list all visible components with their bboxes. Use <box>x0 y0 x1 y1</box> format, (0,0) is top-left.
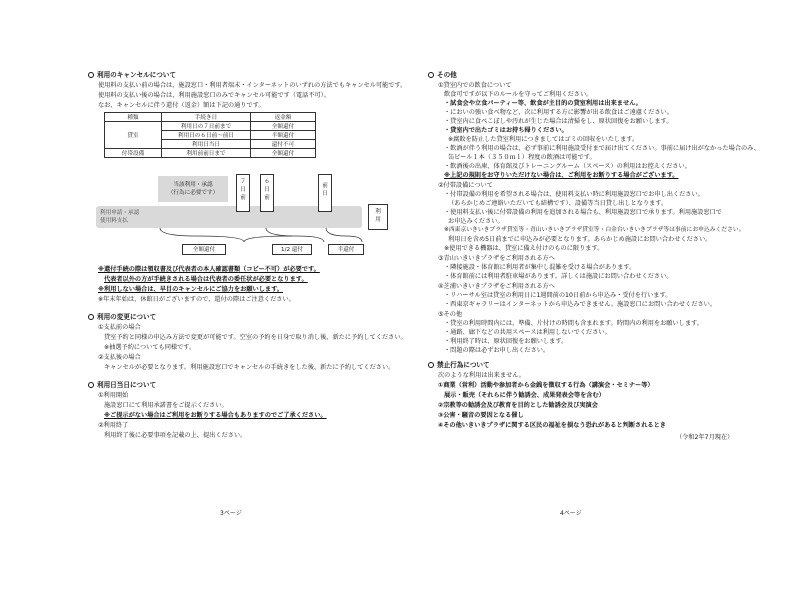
day-6-box: ６ 日 前 <box>260 174 274 212</box>
prohibited-line: 次のような利用は出来ません。 <box>438 372 525 379</box>
table-cell: 利用日の６日前～前日 <box>162 131 251 140</box>
table-header: 手続き日 <box>162 113 251 122</box>
table-header: 種類 <box>105 113 162 122</box>
table-row <box>105 122 316 131</box>
table-cell: 半額還付 <box>251 131 316 140</box>
table-cell: 付帯設備 <box>105 149 162 158</box>
table-row <box>105 149 316 158</box>
table-cell: 全額還付 <box>251 122 316 131</box>
other-line: ・飲酒が伴う利用の場合は、必ず事前に利用施設受付まで届け出てください。事前に届け出がなかった場合のみ、 <box>444 145 760 152</box>
page-number: 3ページ <box>220 510 242 517</box>
other-section-title: その他 <box>428 72 457 79</box>
half-refund-label: 1/2 還付 <box>272 244 312 255</box>
circle-bullet-icon <box>88 382 94 388</box>
other-line: 缶ビール１本（３５０ｍｌ）程度の飲酒は可能です。 <box>448 154 596 161</box>
prohibited-line: 展示・販売（それらに伴う勧誘会、成果発表会等を含む） <box>444 392 605 399</box>
usage-day-box: 利 用 <box>368 204 388 230</box>
refund-timeline-diagram <box>96 170 396 260</box>
other-line: ※上記の規則をお守りいただけない場合は、ご利用をお断りする場合がございます。 <box>444 172 679 179</box>
other-line: ③青山いきいきプラザをご利用される方へ <box>438 255 555 262</box>
other-line: ・リハーサル室は貸室の利用日に1週間前の10日前から申込み・受付を行います。 <box>444 292 672 299</box>
table-header: 返金額 <box>251 113 316 122</box>
prohibited-section-title: 禁止行為について <box>428 362 490 369</box>
usage-day-line-2: 施設窓口にて利用承諾書をご提示ください。 <box>104 402 228 409</box>
change-line-2: 貸室予約と同様の申込み方法で変更が可能です。空室の予約を日身で取り消し後、新たに予約してください。 <box>104 334 407 341</box>
other-line: ④芝浦いきいきプラザをご利用される方へ <box>438 283 555 290</box>
other-line: 飲食可ですが以下のルールを守ってご利用ください。 <box>444 91 593 98</box>
diagram-top-box: 当該利用・承認 （行為に必要です） <box>158 176 228 202</box>
other-line: ・西東京ギャラリーはインターネットから申込みできません。施設窓口にお問い合わせください。 <box>444 301 717 308</box>
cancel-line-2: 使用料の支払い後の場合は、利用施設窓口のみでキャンセル可能です（電話不可）。 <box>98 92 331 99</box>
usage-day-line-4: ②利用終了 <box>98 422 129 429</box>
day-before-box: 前 日 <box>318 174 332 212</box>
cancel-line-3: なお、キャンセルに伴う還付（返金）額は下記の通りです。 <box>98 102 265 109</box>
circle-bullet-icon <box>88 72 94 78</box>
other-line: ⑤その他 <box>438 311 463 318</box>
other-line: ・使用料支払い後に付帯設備の利用を追加される場合も、利用施設窓口で承ります。利用施設窓口で <box>444 209 722 216</box>
prohibited-line: ②宗教等の勧誘会及び教育を目的とした勧誘会及び実演会 <box>438 402 598 409</box>
half-refund-label-2: 半還付 <box>328 244 364 255</box>
change-line-1: ①支払前の場合 <box>98 324 141 331</box>
cancel-note-1: ※還付手続の際は領収書及び代表者の本人確認書類（コピー不可）が必要です。 <box>98 266 320 273</box>
refund-table <box>104 112 316 158</box>
other-line: ・飲酒後の出庫、体育館及びトレーニングルーム（スペース）の利用はお控えください。 <box>444 163 691 170</box>
other-line: ・利用終了時は、原状回復をお願いします。 <box>444 338 568 345</box>
change-line-5: キャンセルが必要となります。利用施設窓口でキャンセルの手続きをした後、新たに予約してください。 <box>104 364 395 371</box>
usage-day-line-3: ※ご提示がない場合はご利用をお断りする場合もありますのでご了承ください。 <box>104 412 327 419</box>
cancel-line-1: 使用料の支払い前の場合は、施設窓口・利用者端末・インターネットのいずれの方法でもキャンセル可能です。 <box>98 82 407 89</box>
usage-day-line-5: 利用終了後に必要事項を記載の上、提出ください。 <box>104 432 247 439</box>
usage-day-section-title: 利用日当日について <box>88 382 156 389</box>
page-number: 4ページ <box>560 510 582 517</box>
cancel-note-2: 代表者以外の方が手続きされる場合は代表者の委任状が必要となります。 <box>104 276 308 283</box>
table-header-row <box>105 113 316 122</box>
table-cell: 利用日当日 <box>162 140 251 149</box>
circle-bullet-icon <box>428 72 434 78</box>
revision-date: （令和2年7月現在） <box>676 434 734 441</box>
table-cell: 全額還付 <box>251 149 316 158</box>
usage-day-line-1: ①利用開始 <box>98 392 129 399</box>
table-cell: 還付不可 <box>251 140 316 149</box>
prohibited-line: ③公害・騒音の要因となる催し <box>438 412 524 419</box>
other-line: ・においの強い食べ物など、次に利用する方に影響が出る飲食はご遠慮ください。 <box>444 109 673 116</box>
change-line-3: ※抽選予約についても同様です。 <box>104 344 196 351</box>
circle-bullet-icon <box>88 314 94 320</box>
other-line: お申込みください。 <box>448 218 504 225</box>
table-cell: 利用前前日まで <box>162 149 251 158</box>
other-line: ②付帯設備について <box>438 182 493 189</box>
other-line: （あらかじめご連絡いただいても結構です）、設備等当日貸し出しとなります。 <box>448 200 668 207</box>
other-line: ・体育館前には利用者駐車場があります。詳しくは施設にお問い合わせください。 <box>444 273 673 280</box>
change-line-4: ②支払後の場合 <box>98 354 141 361</box>
other-line: ①貸室内での飲食について <box>438 82 512 89</box>
prohibited-line: ①商業（営利）活動や参加者から金銭を徴収する行為（講演会・セミナー等） <box>438 382 654 389</box>
other-line: ・貸室内に食べこぼしや汚れが生じた場合は清掃をし、原状回復をお願いします。 <box>444 118 673 125</box>
other-line: ・通路、廊下などの共用スペースは利用しないでください。 <box>444 329 611 336</box>
table-cell: 利用日の７日前まで <box>162 122 251 131</box>
full-refund-label: 全額還付 <box>182 244 226 255</box>
other-line: ※腐敗を防止した貸室利用につきましてはゴミの回収をいたします。 <box>448 136 639 143</box>
change-section-title: 利用の変更について <box>88 314 156 321</box>
other-line: ・問題の際は必ずお申し出ください。 <box>444 347 550 354</box>
circle-bullet-icon <box>428 362 434 368</box>
other-line: ・貸室の利用時間内には、準備、片付けの時間も含まれます。時間内の利用をお願いします。 <box>444 320 703 327</box>
diagram-left-box: 利用申請・承認 使用料支払 <box>100 210 140 224</box>
day-7-box: ７ 日 前 <box>236 174 250 212</box>
other-line: ・貸室内で出たゴミはお持ち帰りください。 <box>444 127 568 134</box>
other-line: ・付帯設備の利用を希望される場合は、使用料支払い時に利用施設窓口でお申し出ください。 <box>444 191 704 198</box>
other-line: ※使用できる機器は、貸室に備え付けのものに限ります。 <box>444 245 604 252</box>
table-cell: 貸室 <box>105 122 162 149</box>
prohibited-line: ④その他いきいきプラザに関する区民の福祉を損なう恐れがあると判断されるとき <box>438 422 666 429</box>
other-line: ・試食会や立食パーティー等、飲食が主目的の貸室利用は出来ません。 <box>444 100 642 107</box>
cancel-note-4: ※年末年始は、休館日がございますので、還付の際はご注意ください。 <box>98 296 295 303</box>
cancel-note-3: ※利用しない場合は、早目のキャンセルにご協力をお願いします。 <box>98 286 283 293</box>
other-line: 利用日を含め5日前までに申込みが必要となります。あらかじめ施設にお問い合わせください。 <box>448 236 712 243</box>
cancel-section-title: 利用のキャンセルについて <box>88 72 176 79</box>
other-line: ・隣接施設・体育館に利用者が集中し混雑を受ける場合があります。 <box>444 264 636 271</box>
other-line: ※西東京いきいきプラザ貸室等・青山いきいきプラザ貸室等・白金台いきいきプラザ等は事前にお申込みください。 <box>444 227 745 233</box>
